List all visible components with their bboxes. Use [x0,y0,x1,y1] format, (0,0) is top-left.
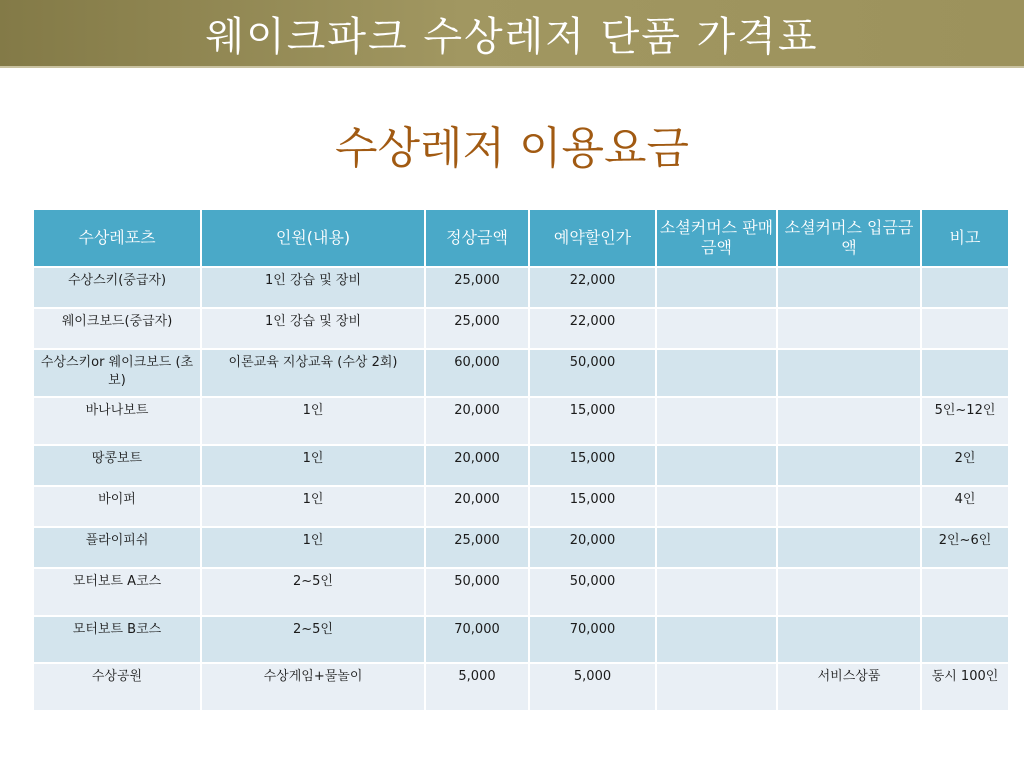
table-cell [656,568,777,616]
table-cell: 22,000 [529,267,656,308]
table-cell: 50,000 [425,568,529,616]
table-cell [656,616,777,663]
column-header: 정상금액 [425,209,529,267]
table-cell [777,267,921,308]
table-cell [777,527,921,568]
table-cell [921,349,1009,397]
column-header: 예약할인가 [529,209,656,267]
table-cell: 5,000 [529,663,656,711]
page-title: 웨이크파크 수상레저 단품 가격표 [205,13,819,60]
table-cell: 바나나보트 [33,397,201,445]
table-row [33,663,1009,711]
column-header: 수상레포츠 [33,209,201,267]
table-cell [921,568,1009,616]
table-row [33,445,1009,486]
table-row [33,267,1009,308]
title-bar [0,0,1024,68]
table-cell: 수상게임+물놀이 [201,663,425,711]
table-cell: 1인 [201,486,425,527]
table-cell: 2~5인 [201,616,425,663]
table-cell: 2인 [921,445,1009,486]
column-header: 비고 [921,209,1009,267]
section-subtitle: 수상레저 이용요금 [334,123,690,174]
table-row [33,568,1009,616]
table-cell: 2~5인 [201,568,425,616]
table-cell [656,397,777,445]
table-cell [777,486,921,527]
table-cell: 20,000 [425,445,529,486]
table-cell: 수상공원 [33,663,201,711]
table-row [33,308,1009,349]
table-cell: 2인~6인 [921,527,1009,568]
table-cell: 25,000 [425,527,529,568]
table-row [33,397,1009,445]
price-table [32,208,1010,712]
table-cell: 플라이피쉬 [33,527,201,568]
table-cell [656,663,777,711]
table-cell: 수상스키or 웨이크보드 (초보) [33,349,201,397]
table-cell: 웨이크보드(중급자) [33,308,201,349]
table-cell: 1인 [201,397,425,445]
table-cell: 15,000 [529,397,656,445]
table-cell: 20,000 [425,397,529,445]
table-cell [777,616,921,663]
table-cell: 20,000 [529,527,656,568]
table-row [33,349,1009,397]
table-cell [921,267,1009,308]
table-cell: 25,000 [425,267,529,308]
table-cell: 22,000 [529,308,656,349]
table-cell [777,397,921,445]
table-cell [921,616,1009,663]
table-cell: 60,000 [425,349,529,397]
table-cell: 4인 [921,486,1009,527]
table-cell: 25,000 [425,308,529,349]
table-cell [777,308,921,349]
table-cell: 1인 [201,445,425,486]
table-cell [777,568,921,616]
table-cell [656,445,777,486]
table-cell [921,308,1009,349]
table-cell [656,527,777,568]
table-cell: 1인 강습 및 장비 [201,308,425,349]
table-cell [656,486,777,527]
table-cell: 땅콩보트 [33,445,201,486]
table-cell: 15,000 [529,486,656,527]
table-cell [777,349,921,397]
table-cell: 동시 100인 [921,663,1009,711]
table-cell: 70,000 [529,616,656,663]
table-cell: 20,000 [425,486,529,527]
table-cell: 1인 강습 및 장비 [201,267,425,308]
table-cell: 바이퍼 [33,486,201,527]
column-header: 소셜커머스 입금금액 [777,209,921,267]
table-cell: 50,000 [529,568,656,616]
table-cell [656,267,777,308]
table-cell: 수상스키(중급자) [33,267,201,308]
table-cell: 5,000 [425,663,529,711]
table-cell: 5인~12인 [921,397,1009,445]
table-row [33,527,1009,568]
table-cell: 모터보트 A코스 [33,568,201,616]
table-cell: 50,000 [529,349,656,397]
table-cell [656,308,777,349]
table-cell [777,445,921,486]
table-header-row [33,209,1009,267]
table-cell: 이론교육 지상교육 (수상 2회) [201,349,425,397]
column-header: 소셜커머스 판매금액 [656,209,777,267]
column-header: 인원(내용) [201,209,425,267]
table-cell: 서비스상품 [777,663,921,711]
table-cell: 70,000 [425,616,529,663]
table-row [33,616,1009,663]
table-row [33,486,1009,527]
table-cell: 15,000 [529,445,656,486]
table-cell: 모터보트 B코스 [33,616,201,663]
table-cell: 1인 [201,527,425,568]
table-cell [656,349,777,397]
